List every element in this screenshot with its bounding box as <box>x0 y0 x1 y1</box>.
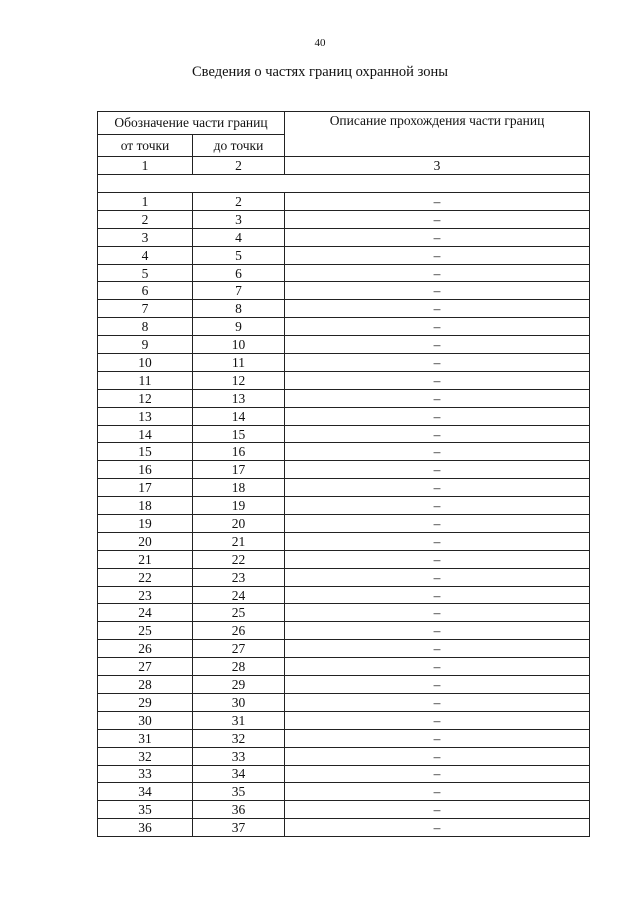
description-cell: – <box>285 819 590 837</box>
table-row <box>98 640 590 658</box>
table-row <box>98 336 590 354</box>
description-cell: – <box>285 640 590 658</box>
to-point-cell: 34 <box>193 765 285 783</box>
description-cell: – <box>285 676 590 694</box>
to-point-cell: 36 <box>193 801 285 819</box>
to-point-cell: 29 <box>193 676 285 694</box>
description-cell: – <box>285 264 590 282</box>
to-point-cell: 28 <box>193 658 285 676</box>
table-row <box>98 443 590 461</box>
table-row <box>98 801 590 819</box>
to-point-cell: 11 <box>193 354 285 372</box>
description-cell: – <box>285 604 590 622</box>
to-point-cell: 3 <box>193 210 285 228</box>
table-row <box>98 515 590 533</box>
table-row <box>98 693 590 711</box>
from-point-cell: 13 <box>98 407 193 425</box>
header-description-cell: Описание прохождения части границ <box>285 112 590 157</box>
description-cell: – <box>285 622 590 640</box>
to-point-cell: 8 <box>193 300 285 318</box>
page-number: 40 <box>314 37 326 49</box>
description-cell: – <box>285 801 590 819</box>
table-row <box>98 246 590 264</box>
to-point-cell: 19 <box>193 497 285 515</box>
header-to-cell: до точки <box>193 135 285 157</box>
column-number-1: 1 <box>98 157 193 175</box>
from-point-cell: 23 <box>98 586 193 604</box>
to-point-cell: 18 <box>193 479 285 497</box>
description-cell: – <box>285 193 590 211</box>
to-point-cell: 16 <box>193 443 285 461</box>
from-point-cell: 22 <box>98 568 193 586</box>
to-point-cell: 35 <box>193 783 285 801</box>
table-row <box>98 461 590 479</box>
to-point-cell: 10 <box>193 336 285 354</box>
from-point-cell: 19 <box>98 515 193 533</box>
from-point-cell: 27 <box>98 658 193 676</box>
description-cell: – <box>285 246 590 264</box>
boundary-table <box>97 111 590 837</box>
from-point-cell: 32 <box>98 747 193 765</box>
description-cell: – <box>285 693 590 711</box>
to-point-cell: 12 <box>193 371 285 389</box>
description-cell: – <box>285 354 590 372</box>
to-point-cell: 2 <box>193 193 285 211</box>
table-row <box>98 407 590 425</box>
to-point-cell: 13 <box>193 389 285 407</box>
from-point-cell: 33 <box>98 765 193 783</box>
from-point-cell: 26 <box>98 640 193 658</box>
column-number-row <box>98 157 590 175</box>
to-point-cell: 5 <box>193 246 285 264</box>
from-point-cell: 4 <box>98 246 193 264</box>
to-point-cell: 21 <box>193 532 285 550</box>
description-cell: – <box>285 282 590 300</box>
description-cell: – <box>285 765 590 783</box>
description-cell: – <box>285 658 590 676</box>
table-row <box>98 264 590 282</box>
to-point-cell: 31 <box>193 711 285 729</box>
from-point-cell: 1 <box>98 193 193 211</box>
from-point-cell: 5 <box>98 264 193 282</box>
from-point-cell: 34 <box>98 783 193 801</box>
table-row <box>98 479 590 497</box>
table-row <box>98 658 590 676</box>
column-number-2: 2 <box>193 157 285 175</box>
description-cell: – <box>285 550 590 568</box>
table-row <box>98 729 590 747</box>
table-row <box>98 550 590 568</box>
table-row <box>98 371 590 389</box>
to-point-cell: 30 <box>193 693 285 711</box>
from-point-cell: 17 <box>98 479 193 497</box>
table-row <box>98 747 590 765</box>
blank-cell <box>98 175 590 193</box>
from-point-cell: 24 <box>98 604 193 622</box>
column-number-3: 3 <box>285 157 590 175</box>
document-title: Сведения о частях границ охранной зоны <box>192 64 448 80</box>
header-group-cell: Обозначение части границ <box>98 112 285 135</box>
description-cell: – <box>285 228 590 246</box>
table-row <box>98 300 590 318</box>
to-point-cell: 23 <box>193 568 285 586</box>
to-point-cell: 25 <box>193 604 285 622</box>
table-row <box>98 354 590 372</box>
from-point-cell: 3 <box>98 228 193 246</box>
from-point-cell: 30 <box>98 711 193 729</box>
from-point-cell: 18 <box>98 497 193 515</box>
to-point-cell: 17 <box>193 461 285 479</box>
from-point-cell: 6 <box>98 282 193 300</box>
table-row <box>98 210 590 228</box>
to-point-cell: 20 <box>193 515 285 533</box>
table-row <box>98 568 590 586</box>
table-row <box>98 282 590 300</box>
to-point-cell: 4 <box>193 228 285 246</box>
description-cell: – <box>285 425 590 443</box>
header-row <box>98 112 590 135</box>
from-point-cell: 2 <box>98 210 193 228</box>
table-row <box>98 604 590 622</box>
description-cell: – <box>285 783 590 801</box>
table-row <box>98 711 590 729</box>
table-row <box>98 783 590 801</box>
from-point-cell: 31 <box>98 729 193 747</box>
to-point-cell: 6 <box>193 264 285 282</box>
blank-row <box>98 175 590 193</box>
from-point-cell: 28 <box>98 676 193 694</box>
description-cell: – <box>285 532 590 550</box>
table-row <box>98 389 590 407</box>
from-point-cell: 36 <box>98 819 193 837</box>
to-point-cell: 26 <box>193 622 285 640</box>
from-point-cell: 10 <box>98 354 193 372</box>
description-cell: – <box>285 586 590 604</box>
description-cell: – <box>285 443 590 461</box>
description-cell: – <box>285 300 590 318</box>
from-point-cell: 12 <box>98 389 193 407</box>
from-point-cell: 8 <box>98 318 193 336</box>
from-point-cell: 7 <box>98 300 193 318</box>
description-cell: – <box>285 747 590 765</box>
to-point-cell: 32 <box>193 729 285 747</box>
from-point-cell: 21 <box>98 550 193 568</box>
description-cell: – <box>285 568 590 586</box>
description-cell: – <box>285 729 590 747</box>
description-cell: – <box>285 711 590 729</box>
description-cell: – <box>285 461 590 479</box>
description-cell: – <box>285 515 590 533</box>
from-point-cell: 15 <box>98 443 193 461</box>
to-point-cell: 27 <box>193 640 285 658</box>
from-point-cell: 11 <box>98 371 193 389</box>
to-point-cell: 7 <box>193 282 285 300</box>
from-point-cell: 25 <box>98 622 193 640</box>
to-point-cell: 9 <box>193 318 285 336</box>
table-row <box>98 497 590 515</box>
table-row <box>98 676 590 694</box>
description-cell: – <box>285 336 590 354</box>
to-point-cell: 15 <box>193 425 285 443</box>
table-row <box>98 586 590 604</box>
description-cell: – <box>285 497 590 515</box>
to-point-cell: 22 <box>193 550 285 568</box>
from-point-cell: 35 <box>98 801 193 819</box>
description-cell: – <box>285 371 590 389</box>
boundary-table-body <box>98 112 590 837</box>
table-row <box>98 425 590 443</box>
from-point-cell: 14 <box>98 425 193 443</box>
table-row <box>98 622 590 640</box>
table-row <box>98 193 590 211</box>
table-row <box>98 532 590 550</box>
table-row <box>98 819 590 837</box>
table-row <box>98 318 590 336</box>
table-row <box>98 228 590 246</box>
description-cell: – <box>285 389 590 407</box>
from-point-cell: 9 <box>98 336 193 354</box>
description-cell: – <box>285 407 590 425</box>
description-cell: – <box>285 318 590 336</box>
to-point-cell: 24 <box>193 586 285 604</box>
to-point-cell: 14 <box>193 407 285 425</box>
to-point-cell: 37 <box>193 819 285 837</box>
table-row <box>98 765 590 783</box>
from-point-cell: 20 <box>98 532 193 550</box>
from-point-cell: 16 <box>98 461 193 479</box>
to-point-cell: 33 <box>193 747 285 765</box>
from-point-cell: 29 <box>98 693 193 711</box>
description-cell: – <box>285 479 590 497</box>
header-from-cell: от точки <box>98 135 193 157</box>
description-cell: – <box>285 210 590 228</box>
